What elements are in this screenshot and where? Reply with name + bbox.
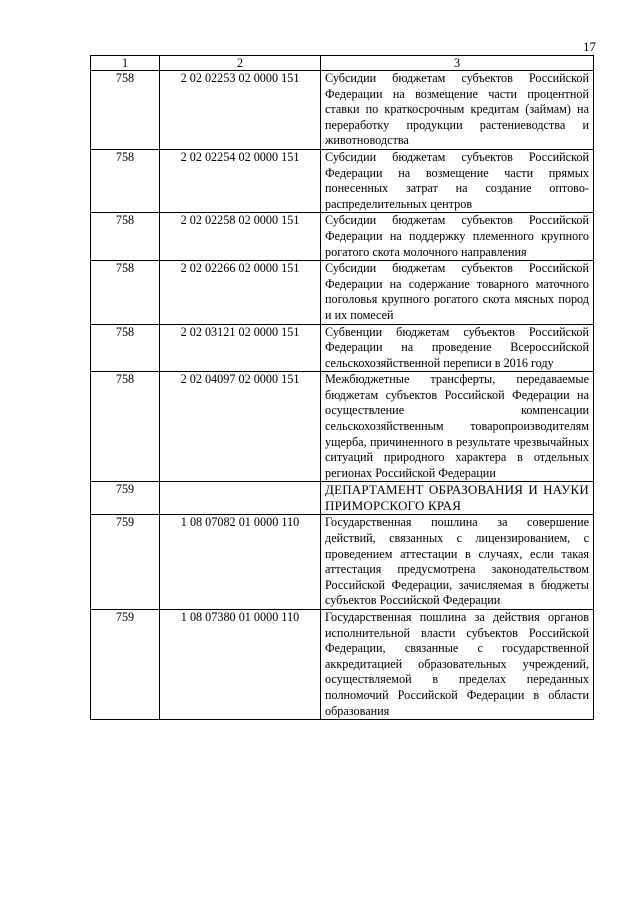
budget-code-cell: 1 08 07380 01 0000 110	[160, 610, 321, 720]
budget-classification-table	[90, 55, 594, 720]
table-row	[91, 324, 594, 372]
description-cell: Государственная пошлина за действия органов исполнительной власти субъектов Российской Федерации, связанные с государственной аккредитацией образовательных учреждений, осуществляемой в пределах переданных полномочий Российской Федерации в области образования	[321, 610, 594, 720]
administrator-code-cell: 758	[91, 372, 160, 482]
administrator-code-cell: 758	[91, 261, 160, 324]
description-cell: Субвенции бюджетам субъектов Российской Федерации на проведение Всероссийской сельскохозяйственной переписи в 2016 году	[321, 324, 594, 372]
column-header-2: 2	[160, 56, 321, 71]
table-row	[91, 515, 594, 610]
administrator-code-cell: 759	[91, 482, 160, 515]
budget-code-cell: 1 08 07082 01 0000 110	[160, 515, 321, 610]
administrator-code-cell: 759	[91, 610, 160, 720]
description-cell: Государственная пошлина за совершение действий, связанных с лицензированием, с проведением аттестации в случаях, если такая аттестация предусмотрена законодательством Российской Федерации, зачисляемая в бюджеты субъектов Российской Федерации	[321, 515, 594, 610]
description-cell: Субсидии бюджетам субъектов Российской Федерации на поддержку племенного крупного рогатого скота молочного направления	[321, 213, 594, 261]
administrator-code-cell: 758	[91, 71, 160, 150]
table-row	[91, 149, 594, 212]
administrator-code-cell: 758	[91, 324, 160, 372]
department-heading-row	[91, 482, 594, 515]
table-row	[91, 372, 594, 482]
page-number: 17	[583, 39, 596, 54]
table-header-row	[91, 56, 594, 71]
column-header-3: 3	[321, 56, 594, 71]
budget-code-cell	[160, 482, 321, 515]
table-row	[91, 261, 594, 324]
budget-code-cell: 2 02 02253 02 0000 151	[160, 71, 321, 150]
budget-code-cell: 2 02 02266 02 0000 151	[160, 261, 321, 324]
administrator-code-cell: 758	[91, 213, 160, 261]
description-cell: Субсидии бюджетам субъектов Российской Федерации на возмещение части процентной ставки по краткосрочным кредитам (займам) на переработку продукции растениеводства и животноводства	[321, 71, 594, 150]
description-cell: Субсидии бюджетам субъектов Российской Федерации на содержание товарного маточного поголовья крупного рогатого скота мясных пород и их помесей	[321, 261, 594, 324]
administrator-code-cell: 758	[91, 149, 160, 212]
table-row	[91, 213, 594, 261]
budget-code-cell: 2 02 03121 02 0000 151	[160, 324, 321, 372]
department-title-cell: ДЕПАРТАМЕНТ ОБРАЗОВАНИЯ И НАУКИ ПРИМОРСКОГО КРАЯ	[321, 482, 594, 515]
budget-code-cell: 2 02 04097 02 0000 151	[160, 372, 321, 482]
column-header-1: 1	[91, 56, 160, 71]
budget-code-cell: 2 02 02258 02 0000 151	[160, 213, 321, 261]
description-cell: Межбюджетные трансферты, передаваемые бюджетам субъектов Российской Федерации на осуществление компенсации сельскохозяйственным товаропроизводителям ущерба, причиненного в результате чрезвычайных ситуаций природного характера в отдельных регионах Российской Федерации	[321, 372, 594, 482]
table-row	[91, 610, 594, 720]
description-cell: Субсидии бюджетам субъектов Российской Федерации на возмещение части прямых понесенных затрат на создание оптово-распределительных центров	[321, 149, 594, 212]
administrator-code-cell: 759	[91, 515, 160, 610]
budget-code-cell: 2 02 02254 02 0000 151	[160, 149, 321, 212]
table-row	[91, 71, 594, 150]
